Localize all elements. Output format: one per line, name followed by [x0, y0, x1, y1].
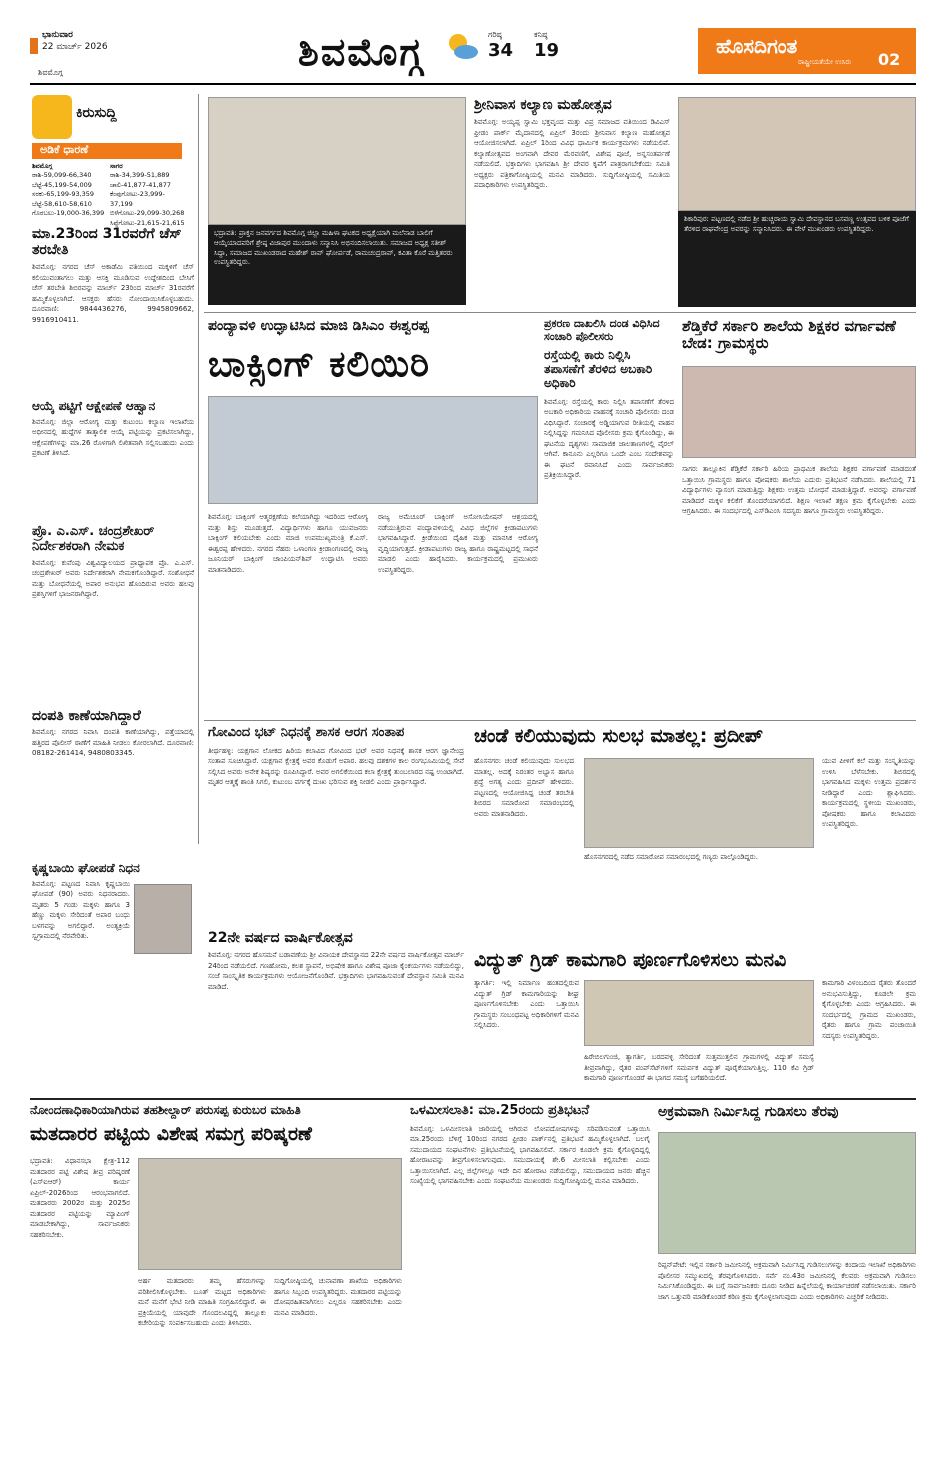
condolence-text: ತೀರ್ಥಹಳ್ಳಿ: ಯಕ್ಷಗಾನ ಲೋಕದ ಹಿರಿಯ ಕಲಾವಿದ ಗೋವಿಂದ ಭಟ್ ಅವರ ನಿಧನಕ್ಕೆ ಶಾಸಕ ಆರಗ ಜ್ಞಾನೇಂದ್ರ ಸಂತಾಪ ಸೂಚಿಸಿದ್ದಾರೆ. ಯಕ್ಷಗಾನ ಕ್ಷೇತ್ರಕ್ಕೆ ಅವರ ಕೊಡುಗೆ ಅಪಾರ. ಹಲವು ದಶಕಗಳ ಕಾಲ ರಂಗಭೂಮಿಯಲ್ಲಿ ಸೇವೆ ಸಲ್ಲಿಸಿದ ಅವರು ಅನೇಕ ಶಿಷ್ಯರನ್ನು ರೂಪಿಸಿದ್ದಾರೆ. ಅವರ ಅಗಲಿಕೆಯಿಂದ ಕಲಾ ಕ್ಷೇತ್ರಕ್ಕೆ ತುಂಬಲಾರದ ನಷ್ಟ ಉಂಟಾಗಿದೆ. ಮೃತರ ಆತ್ಮಕ್ಕೆ ಶಾಂತಿ ಸಿಗಲಿ, ಕುಟುಂಬ ವರ್ಗಕ್ಕೆ ದುಃಖ ಭರಿಸುವ ಶಕ್ತಿ ನೀಡಲಿ ಎಂದು ಪ್ರಾರ್ಥಿಸಿದ್ದಾರೆ.	[208, 746, 464, 787]
excise-headline: ರಸ್ತೆಯಲ್ಲಿ ಕಾರು ನಿಲ್ಲಿಸಿ ತಪಾಸಣೆಗೆ ತೆರಳಿದ ಅಬಕಾರಿ ಅಧಿಕಾರಿ	[544, 348, 653, 390]
obituary-text: ಶಿವಮೊಗ್ಗ: ಪಟ್ಟಣದ ನಿವಾಸಿ ಕೃಷ್ಣಬಾಯಿ ಘೋಪಡೆ (90) ಅವರು ನಿಧನರಾದರು. ಮೃತರು 5 ಗಂಡು ಮಕ್ಕಳು ಹಾಗೂ 3 ಹೆಣ್ಣು ಮಕ್ಕಳು ಸೇರಿದಂತೆ ಅಪಾರ ಬಂಧು ಬಳಗವನ್ನು ಅಗಲಿದ್ದಾರೆ. ಅಂತ್ಯಕ್ರಿಯೆ ಸ್ವಗ್ರಾಮದಲ್ಲಿ ನೆರವೇರಿತು.	[32, 879, 130, 941]
masthead-rule	[30, 83, 916, 85]
masthead	[0, 0, 945, 86]
missing-couple-story	[32, 708, 194, 858]
power-grid-headline: ವಿದ್ಯುತ್ ಗ್ರಿಡ್ ಕಾಮಗಾರಿ ಪೂರ್ಣಗೊಳಿಸಲು ಮನವಿ	[474, 950, 787, 971]
hut-eviction-photo	[658, 1132, 916, 1254]
chess-headline: ಮಾ.23ರಿಂದ 31ರವರೆಗೆ ಚೆಸ್ ತರಬೇತಿ	[32, 226, 182, 259]
chess-story	[32, 226, 194, 396]
section-divider	[204, 312, 916, 313]
power-grid-story	[474, 950, 916, 1050]
rate-row: ಬೆಟ್ಟೆ-58,610-58,610	[32, 199, 92, 208]
condolence-headline: ಗೋವಿಂದ ಭಟ್ ನಿಧನಕ್ಕೆ ಶಾಸಕ ಆರಗ ಸಂತಾಪ	[208, 726, 405, 740]
missing-couple-headline: ದಂಪತಿ ಕಾಣೆಯಾಗಿದ್ದಾರೆ	[32, 708, 141, 724]
srinivasa-text: ಶಿವಮೊಗ್ಗ: ಅಯ್ಯಪ್ಪ ಸ್ವಾಮಿ ಭಕ್ತವೃಂದ ಮತ್ತು ವಿಪ್ರ ಸಮಾಜದ ವತಿಯಿಂದ ಡಿವಿಎಸ್ ಫ್ರೀಡಂ ಪಾರ್ಕ್ ಮೈದಾನದಲ್ಲಿ ಏಪ್ರಿಲ್ 3ರಂದು ಶ್ರೀನಿವಾಸ ಕಲ್ಯಾಣ ಮಹೋತ್ಸವ ಆಯೋಜಿಸಲಾಗಿದೆ. ಏಪ್ರಿಲ್ 1ರಿಂದ ವಿವಿಧ ಧಾರ್ಮಿಕ ಕಾರ್ಯಕ್ರಮಗಳು ನಡೆಯಲಿವೆ. ಕಲ್ಯಾಣೋತ್ಸವದ ಅಂಗವಾಗಿ ದೇವರ ಮೆರವಣಿಗೆ, ವಿಶೇಷ ಪೂಜೆ, ಅನ್ನಸಂತರ್ಪಣೆ ನಡೆಯಲಿದೆ. ಭಕ್ತಾದಿಗಳು ಭಾಗವಹಿಸಿ ಶ್ರೀ ದೇವರ ಕೃಪೆಗೆ ಪಾತ್ರರಾಗಬೇಕೆಂದು ಸಮಿತಿ ಅಧ್ಯಕ್ಷರು ಪತ್ರಿಕಾಗೋಷ್ಠಿಯಲ್ಲಿ ಮನವಿ ಮಾಡಿದರು. ಸುದ್ದಿಗೋಷ್ಠಿಯಲ್ಲಿ ಸಮಿತಿಯ ಪದಾಧಿಕಾರಿಗಳು ಉಪಸ್ಥಿತರಿದ್ದರು.	[474, 118, 670, 190]
appointment-headline: ಪ್ರೊ. ಎ.ಎಸ್. ಚಂದ್ರಶೇಖರ್ ನಿರ್ದೇಶಕರಾಗಿ ನೇಮಕ	[32, 525, 155, 554]
edition-title: ಶಿವಮೊಗ್ಗ	[298, 30, 425, 74]
obituary-story	[32, 862, 194, 1032]
section-divider	[204, 720, 916, 721]
chende-text-2: ಯುವ ಪೀಳಿಗೆ ಕಲೆ ಮತ್ತು ಸಂಸ್ಕೃತಿಯನ್ನು ಉಳಿಸಿ ಬೆಳೆಸಬೇಕು. ಶಿಬಿರದಲ್ಲಿ ಭಾಗವಹಿಸಿದ ಮಕ್ಕಳು ಉತ್ತಮ ಪ್ರದರ್ಶನ ನೀಡಿದ್ದಾರೆ ಎಂದು ಶ್ಲಾಘಿಸಿದರು. ಕಾರ್ಯಕ್ರಮದಲ್ಲಿ ಸ್ಥಳೀಯ ಮುಖಂಡರು, ಪೋಷಕರು ಹಾಗೂ ಕಲಾವಿದರು ಉಪಸ್ಥಿತರಿದ್ದರು.	[822, 757, 916, 828]
obituary-photo	[134, 884, 192, 954]
selection-list-headline: ಆಯ್ಕೆ ಪಟ್ಟಿಗೆ ಆಕ್ಷೇಪಣೆ ಆಹ್ವಾನ	[32, 400, 156, 413]
reservation-protest-headline: ಒಳಮೀಸಲಾತಿ: ಮಾ.25ರಂದು ಪ್ರತಿಭಟನೆ	[410, 1104, 590, 1118]
power-grid-text-3: ಕಾಮಗಾರಿ ವಿಳಂಬದಿಂದ ರೈತರು ತೊಂದರೆ ಅನುಭವಿಸುತ್ತಿದ್ದು, ಕೂಡಲೇ ಕ್ರಮ ಕೈಗೊಳ್ಳಬೇಕು ಎಂದು ಆಗ್ರಹಿಸಿದರು. ಈ ಸಂದರ್ಭದಲ್ಲಿ ಗ್ರಾಮದ ಮುಖಂಡರು, ರೈತರು ಹಾಗೂ ಗ್ರಾಮ ಪಂಚಾಯಿತಿ ಸದಸ್ಯರು ಉಪಸ್ಥಿತರಿದ್ದರು.	[822, 979, 916, 1040]
boxing-text-1: ಶಿವಮೊಗ್ಗ: ಬಾಕ್ಸಿಂಗ್ ಆತ್ಮರಕ್ಷಣೆಯ ಕಲೆಯಾಗಿದ್ದು ಇದರಿಂದ ಆರೋಗ್ಯ ಮತ್ತು ಶಿಸ್ತು ಮೂಡುತ್ತದೆ. ವಿದ್ಯಾರ್ಥಿಗಳು ಹಾಗೂ ಯುವಜನರು ಬಾಕ್ಸಿಂಗ್ ಕಲಿಯಬೇಕು ಎಂದು ಮಾಜಿ ಉಪಮುಖ್ಯಮಂತ್ರಿ ಕೆ.ಎಸ್. ಈಶ್ವರಪ್ಪ ಹೇಳಿದರು. ನಗರದ ನೆಹರು ಒಳಾಂಗಣ ಕ್ರೀಡಾಂಗಣದಲ್ಲಿ ರಾಜ್ಯ ಜೂನಿಯರ್ ಬಾಕ್ಸಿಂಗ್ ಚಾಂಪಿಯನ್‌ಶಿಪ್ ಉದ್ಘಾಟಿಸಿ ಅವರು ಮಾತನಾಡಿದರು.	[208, 513, 368, 574]
voter-list-photo	[138, 1158, 402, 1270]
adike-rates-title: ಅಡಿಕೆ ಧಾರಣೆ	[32, 143, 182, 159]
felicitation-photo	[208, 97, 466, 225]
srinivasa-headline: ಶ್ರೀನಿವಾಸ ಕಲ್ಯಾಣ ಮಹೋತ್ಸವ	[474, 97, 612, 113]
teacher-transfer-story	[682, 318, 916, 713]
hut-eviction-headline: ಅಕ್ರಮವಾಗಿ ನಿರ್ಮಿಸಿದ್ದ ಗುಡಿಸಲು ತೆರವು	[658, 1104, 839, 1120]
chende-photo	[584, 758, 814, 848]
anniversary-story	[208, 930, 464, 1050]
hut-eviction-text: ರಿಪ್ಪನ್‌ಪೇಟೆ: ಇಲ್ಲಿನ ಸರ್ಕಾರಿ ಜಮೀನಿನಲ್ಲಿ ಅಕ್ರಮವಾಗಿ ನಿರ್ಮಿಸಿದ್ದ ಗುಡಿಸಲುಗಳನ್ನು ಕಂದಾಯ ಇಲಾಖೆ ಅಧಿಕಾರಿಗಳು ಪೊಲೀಸರ ಸಮ್ಮುಖದಲ್ಲಿ ತೆರವುಗೊಳಿಸಿದರು. ಸರ್ವೆ ನಂ.43ರ ಜಮೀನಿನಲ್ಲಿ ಕೆಲವರು ಅಕ್ರಮವಾಗಿ ಗುಡಿಸಲು ನಿರ್ಮಿಸಿಕೊಂಡಿದ್ದರು. ಈ ಬಗ್ಗೆ ಸಾರ್ವಜನಿಕರು ದೂರು ನೀಡಿದ ಹಿನ್ನೆಲೆಯಲ್ಲಿ ಕಾರ್ಯಾಚರಣೆ ನಡೆಸಲಾಯಿತು. ಸರ್ಕಾರಿ ಜಾಗ ಒತ್ತುವರಿ ಮಾಡಿಕೊಂಡರೆ ಕಠಿಣ ಕ್ರಮ ಕೈಗೊಳ್ಳಲಾಗುವುದು ಎಂದು ಅಧಿಕಾರಿಗಳು ಎಚ್ಚರಿಕೆ ನೀಡಿದರು.	[658, 1261, 916, 1301]
rate-row: ಸರಕು-65,199-93,359	[32, 190, 95, 199]
shikaripura-photo	[678, 97, 916, 211]
selection-list-story	[32, 400, 194, 520]
shivamogga-rates	[32, 162, 108, 219]
rates-city-right: ಸಾಗರ	[110, 162, 123, 170]
chende-text-1: ಹೊಸನಗರ: ಚಂಡೆ ಕಲಿಯುವುದು ಸುಲಭದ ಮಾತಲ್ಲ. ಅದಕ್ಕೆ ನಿರಂತರ ಅಭ್ಯಾಸ ಹಾಗೂ ಶ್ರದ್ಧೆ ಅಗತ್ಯ ಎಂದು ಪ್ರದೀಪ್ ಹೇಳಿದರು. ಪಟ್ಟಣದಲ್ಲಿ ಆಯೋಜಿಸಿದ್ದ ಚಂಡೆ ತರಬೇತಿ ಶಿಬಿರದ ಸಮಾರೋಪ ಸಮಾರಂಭದಲ್ಲಿ ಅವರು ಮಾತನಾಡಿದರು.	[474, 757, 574, 818]
boxing-photo	[208, 396, 538, 504]
sagara-rates	[110, 162, 186, 228]
srinivasa-story	[474, 97, 670, 307]
max-temp-block	[488, 30, 513, 61]
chende-caption: ಹೊಸನಗರದಲ್ಲಿ ನಡೆದ ಸಮಾರೋಪ ಸಮಾರಂಭದಲ್ಲಿ ಗಣ್ಯರು ಪಾಲ್ಗೊಂಡಿದ್ದರು.	[584, 853, 758, 861]
excise-kicker: ಪ್ರಕರಣ ದಾಖಲಿಸಿ ದಂಡ ವಿಧಿಸಿದ ಸಂಚಾರಿ ಪೊಲೀಸರು	[544, 318, 660, 343]
megaphone-icon	[32, 95, 72, 139]
page-number: 02	[878, 50, 901, 69]
teacher-transfer-text: ಸಾಗರ: ತಾಲ್ಲೂಕಿನ ಶೆಡ್ತಿಕೆರೆ ಸರ್ಕಾರಿ ಹಿರಿಯ ಪ್ರಾಥಮಿಕ ಶಾಲೆಯ ಶಿಕ್ಷಕರ ವರ್ಗಾವಣೆ ಮಾಡದಂತೆ ಒತ್ತಾಯಿಸಿ ಗ್ರಾಮಸ್ಥರು ಹಾಗೂ ಪೋಷಕರು ಶಾಲೆಯ ಎದುರು ಪ್ರತಿಭಟನೆ ನಡೆಸಿದರು. ಶಾಲೆಯಲ್ಲಿ 71 ವಿದ್ಯಾರ್ಥಿಗಳು ವ್ಯಾಸಂಗ ಮಾಡುತ್ತಿದ್ದು ಶಿಕ್ಷಕರು ಉತ್ತಮ ಬೋಧನೆ ಮಾಡುತ್ತಿದ್ದಾರೆ. ಅವರನ್ನು ವರ್ಗಾವಣೆ ಮಾಡಿದರೆ ಮಕ್ಕಳ ಕಲಿಕೆಗೆ ತೊಂದರೆಯಾಗಲಿದೆ. ಶಿಕ್ಷಣ ಇಲಾಖೆ ತಕ್ಷಣ ಕ್ರಮ ಕೈಗೊಳ್ಳಬೇಕು ಎಂದು ಆಗ್ರಹಿಸಿದರು. ಈ ಸಂದರ್ಭದಲ್ಲಿ ಎಸ್‌ಡಿಎಂಸಿ ಸದಸ್ಯರು ಹಾಗೂ ಗ್ರಾಮಸ್ಥರು ಉಪಸ್ಥಿತರಿದ್ದರು.	[682, 465, 916, 515]
power-grid-text-1: ತ್ಯಾಗರ್ತಿ: ಇಲ್ಲಿ ನಿರ್ಮಾಣ ಹಂತದಲ್ಲಿರುವ ವಿದ್ಯುತ್ ಗ್ರಿಡ್ ಕಾಮಗಾರಿಯನ್ನು ಶೀಘ್ರ ಪೂರ್ಣಗೊಳಿಸಬೇಕು ಎಂದು ಒತ್ತಾಯಿಸಿ ಗ್ರಾಮಸ್ಥರು ಸಂಬಂಧಪಟ್ಟ ಅಧಿಕಾರಿಗಳಿಗೆ ಮನವಿ ಸಲ್ಲಿಸಿದರು.	[474, 979, 579, 1029]
min-temp-label: ಕನಿಷ್ಠ	[534, 30, 548, 39]
power-grid-photo	[584, 980, 814, 1046]
masthead-date: 22 ಮಾರ್ಚ್ 2026	[42, 42, 108, 52]
appointment-story	[32, 525, 194, 705]
rate-row: ಗೊರಬಲು-19,000-36,399	[32, 209, 105, 218]
column-divider	[198, 94, 199, 844]
section-divider	[30, 1098, 916, 1100]
brand-banner	[698, 28, 916, 74]
voter-list-text-2: ಅರ್ಹ ಮತದಾರರು ತಮ್ಮ ಹೆಸರುಗಳನ್ನು ಪರಿಶೀಲಿಸಿಕೊಳ್ಳಬೇಕು. ಬೂತ್ ಮಟ್ಟದ ಅಧಿಕಾರಿಗಳು ಮನೆ ಮನೆಗೆ ಭೇಟಿ ನೀಡಿ ಮಾಹಿತಿ ಸಂಗ್ರಹಿಸಲಿದ್ದಾರೆ. ಈ ಪ್ರಕ್ರಿಯೆಯಲ್ಲಿ ಯಾವುದೇ ಗೊಂದಲವಿದ್ದಲ್ಲಿ ತಾಲ್ಲೂಕು ಕಚೇರಿಯನ್ನು ಸಂಪರ್ಕಿಸಬಹುದು ಎಂದು ತಿಳಿಸಿದರು.	[138, 1277, 266, 1327]
brand-tagline: ರಾಷ್ಟ್ರೀಯತೆಯೇ ಉಸಿರು	[798, 58, 852, 66]
boxing-kicker: ಪಂದ್ಯಾವಳಿ ಉದ್ಘಾಟಿಸಿದ ಮಾಜಿ ಡಿಸಿಎಂ ಈಶ್ವರಪ್ಪ	[208, 318, 429, 334]
masthead-city: ಶಿವಮೊಗ್ಗ	[38, 68, 63, 77]
shikaripura-caption: ಶಿಕಾರಿಪುರ: ಪಟ್ಟಣದಲ್ಲಿ ನಡೆದ ಶ್ರೀ ಹುಚ್ಚರಾಯ ಸ್ವಾಮಿ ದೇವಸ್ಥಾನದ ಬಸವಣ್ಣ ಉತ್ಸವದ ಬಳಿಕ ಪೂಜೆಗೆ ತೆರಳಿದ ರಾಘವೇಂದ್ರ ಅವರನ್ನು ಸನ್ಮಾನಿಸಿದರು. ಈ ವೇಳೆ ಮುಖಂಡರು ಉಪಸ್ಥಿತರಿದ್ದರು.	[678, 211, 916, 307]
rate-row: ಬೆಟ್ಟೆ-45,199-54,009	[32, 180, 92, 189]
voter-list-text-1: ಭದ್ರಾವತಿ: ವಿಧಾನಸಭಾ ಕ್ಷೇತ್ರ-112 ಮತದಾರರ ಪಟ್ಟಿ ವಿಶೇಷ ತೀವ್ರ ಪರಿಷ್ಕರಣೆ (ಎಸ್‌ಐಆರ್) ಕಾರ್ಯ ಏಪ್ರಿಲ್-2026ರಿಂದ ಆರಂಭವಾಗಲಿದೆ. ಮತದಾರರು 2002ರ ಮತ್ತು 2025ರ ಮತದಾರರ ಪಟ್ಟಿಯನ್ನು ಮ್ಯಾಪಿಂಗ್ ಮಾಡಬೇಕಾಗಿದ್ದು, ಸಾರ್ವಜನಿಕರು ಸಹಕರಿಸಬೇಕು.	[30, 1157, 130, 1239]
rate-row: ಚಾಲಿ-41,877-41,877	[110, 180, 172, 189]
appointment-text: ಶಿವಮೊಗ್ಗ: ಕುವೆಂಪು ವಿಶ್ವವಿದ್ಯಾಲಯದ ಪ್ರಾಧ್ಯಾಪಕ ಪ್ರೊ. ಎ.ಎಸ್. ಚಂದ್ರಶೇಖರ್ ಅವರು ನಿರ್ದೇಶಕರಾಗಿ ನೇಮಕಗೊಂಡಿದ್ದಾರೆ. ಸಂಶೋಧನೆ ಮತ್ತು ಬೋಧನೆಯಲ್ಲಿ ಅಪಾರ ಅನುಭವ ಹೊಂದಿರುವ ಅವರು ಹಲವು ಪ್ರಶಸ್ತಿಗಳಿಗೆ ಭಾಜನರಾಗಿದ್ದಾರೆ.	[32, 558, 194, 599]
rate-row: ಬಿಳೆಗೋಟು-29,099-30,268	[110, 209, 185, 218]
teacher-transfer-photo	[682, 366, 916, 458]
max-temp: 34	[488, 40, 514, 61]
selection-list-text: ಶಿವಮೊಗ್ಗ: ಜಿಲ್ಲಾ ಆರೋಗ್ಯ ಮತ್ತು ಕುಟುಂಬ ಕಲ್ಯಾಣ ಇಲಾಖೆಯ ಅಧೀನದಲ್ಲಿ ಹುದ್ದೆಗಳ ತಾತ್ಕಾಲಿಕ ಆಯ್ಕೆ ಪಟ್ಟಿಯನ್ನು ಪ್ರಕಟಿಸಲಾಗಿದ್ದು, ಆಕ್ಷೇಪಣೆಗಳನ್ನು ಮಾ.26 ರೊಳಗಾಗಿ ಲಿಖಿತವಾಗಿ ಸಲ್ಲಿಸಬಹುದು ಎಂದು ಪ್ರಕಟಣೆ ತಿಳಿಸಿದೆ.	[32, 417, 194, 458]
hut-eviction-story	[658, 1104, 916, 1434]
excise-story	[544, 318, 674, 713]
brand-logo: ಹೊಸದಿಗಂತ	[716, 34, 798, 58]
masthead-day: ಭಾನುವಾರ	[42, 30, 73, 40]
reservation-protest-story	[410, 1104, 650, 1434]
voter-list-kicker: ನೋಂದಣಾಧಿಕಾರಿಯಾಗಿರುವ ತಹಶೀಲ್ದಾರ್ ಪರುಸಪ್ಪ ಕುರುಬರ ಮಾಹಿತಿ	[30, 1104, 301, 1117]
date-accent	[30, 38, 38, 54]
rates-city-left: ಶಿವಮೊಗ್ಗ	[32, 162, 53, 170]
chende-story	[474, 726, 916, 946]
felicitation-caption: ಭದ್ರಾವತಿ: ಪ್ರಾಕ್ತನ ಜನವರ್ಗದ ಶಿವಮೊಗ್ಗ ಜಿಲ್ಲಾ ಮಹಿಳಾ ಘಟಕದ ಅಧ್ಯಕ್ಷೆಯಾಗಿ ಮಲೆನಾಡ ಬಾಲಿಗೆ ಆಯ್ಕೆಯಾದವರಿಗೆ ಶ್ರೇಷ್ಠ ವಿಜಾಪುರ ಮುಂದಾಳು ಸನ್ಮಾನಿಸಿ ಅಭಿನಂದಿಸಲಾಯಿತು. ಸಮಾಜದ ಅಧ್ಯಕ್ಷ ಸತೀಶ್ ಸಿದ್ದಾ, ಸಮಾಜದ ಮುಖಂಡರಾದ ಮಹೇಶ್ ರಾವ್ ಘೋರ್ಪಡೆ, ರಾಮಚಂದ್ರರಾವ್, ಕವಿತಾ ಕೊರೆ ಮತ್ತಿತರರು ಉಪಸ್ಥಿತರಿದ್ದರು.	[208, 225, 466, 305]
anniversary-headline: 22ನೇ ವರ್ಷದ ವಾರ್ಷಿಕೋತ್ಸವ	[208, 930, 353, 946]
rate-row: ರಾಶಿ-59,099-66,340	[32, 171, 92, 180]
voter-list-headline: ಮತದಾರರ ಪಟ್ಟಿಯ ವಿಶೇಷ ಸಮಗ್ರ ಪರಿಷ್ಕರಣೆ	[30, 1122, 312, 1145]
teacher-transfer-headline: ಶೆಡ್ತಿಕೆರೆ ಸರ್ಕಾರಿ ಶಾಲೆಯ ಶಿಕ್ಷಕರ ವರ್ಗಾವಣೆ ಬೇಡ: ಗ್ರಾಮಸ್ಥರು	[682, 318, 896, 353]
anniversary-text: ಶಿವಮೊಗ್ಗ: ನಗರದ ಹೊಸಮನೆ ಬಡಾವಣೆಯ ಶ್ರೀ ವಿನಾಯಕ ದೇವಸ್ಥಾನದ 22ನೇ ವರ್ಷದ ವಾರ್ಷಿಕೋತ್ಸವ ಮಾರ್ಚ್ 24ರಿಂದ ನಡೆಯಲಿದೆ. ಗಣಹೋಮ, ಕಲಶ ಸ್ಥಾಪನೆ, ಅಭಿಷೇಕ ಹಾಗೂ ವಿಶೇಷ ಪೂಜಾ ಕೈಂಕರ್ಯಗಳು ನಡೆಯಲಿದ್ದು, ಸಂಜೆ ಸಾಂಸ್ಕೃತಿಕ ಕಾರ್ಯಕ್ರಮಗಳು ಆಯೋಜನೆಗೊಂಡಿವೆ. ಭಕ್ತಾದಿಗಳು ಭಾಗವಹಿಸುವಂತೆ ದೇವಸ್ಥಾನ ಸಮಿತಿ ಮನವಿ ಮಾಡಿದೆ.	[208, 951, 464, 991]
rate-row: ಕೆಂಪುಗೋಟು-23,999-37,199	[110, 190, 165, 208]
weather-sun-cloud-icon	[445, 30, 479, 64]
boxing-story	[208, 318, 538, 713]
voter-list-story	[30, 1104, 402, 1434]
max-temp-label: ಗರಿಷ್ಠ	[488, 30, 502, 39]
rate-row: ಸಿಪ್ಪೆಗೋಟು-21,615-21,615	[110, 218, 185, 227]
boxing-headline: ಬಾಕ್ಸಿಂಗ್ ಕಲಿಯಿರಿ	[208, 344, 431, 386]
boxing-text-2: ರಾಜ್ಯ ಅಮೆಚೂರ್ ಬಾಕ್ಸಿಂಗ್ ಅಸೋಸಿಯೇಷನ್ ಆಶ್ರಯದಲ್ಲಿ ನಡೆಯುತ್ತಿರುವ ಪಂದ್ಯಾವಳಿಯಲ್ಲಿ ವಿವಿಧ ಜಿಲ್ಲೆಗಳ ಕ್ರೀಡಾಪಟುಗಳು ಭಾಗವಹಿಸಿದ್ದಾರೆ. ಕ್ರೀಡೆಯಿಂದ ದೈಹಿಕ ಮತ್ತು ಮಾನಸಿಕ ಆರೋಗ್ಯ ವೃದ್ಧಿಯಾಗುತ್ತದೆ. ಕ್ರೀಡಾಪಟುಗಳು ರಾಜ್ಯ ಹಾಗೂ ರಾಷ್ಟ್ರಮಟ್ಟದಲ್ಲಿ ಸಾಧನೆ ಮಾಡಲಿ ಎಂದು ಹಾರೈಸಿದರು. ಕಾರ್ಯಕ್ರಮದಲ್ಲಿ ಪ್ರಮುಖರು ಉಪಸ್ಥಿತರಿದ್ದರು.	[378, 513, 538, 574]
chende-headline: ಚಂಡೆ ಕಲಿಯುವುದು ಸುಲಭ ಮಾತಲ್ಲ: ಪ್ರದೀಪ್	[474, 726, 764, 747]
min-temp: 19	[534, 40, 560, 61]
reservation-protest-text: ಶಿವಮೊಗ್ಗ: ಒಳಮೀಸಲಾತಿ ಜಾರಿಯಲ್ಲಿ ಆಗಿರುವ ಲೋಪದೋಷಗಳನ್ನು ಸರಿಪಡಿಸುವಂತೆ ಒತ್ತಾಯಿಸಿ ಮಾ.25ರಂದು ಬೆಳಿಗ್ಗೆ 10ರಿಂದ ನಗರದ ಫ್ರೀಡಂ ಪಾರ್ಕ್‌ನಲ್ಲಿ ಪ್ರತಿಭಟನೆ ಹಮ್ಮಿಕೊಳ್ಳಲಾಗಿದೆ. ಬಲಗೈ ಸಮುದಾಯದ ಸಂಘಟನೆಗಳು ಪ್ರತಿಭಟನೆಯಲ್ಲಿ ಭಾಗವಹಿಸಲಿವೆ. ಸರ್ಕಾರ ಕೂಡಲೇ ಕ್ರಮ ಕೈಗೊಳ್ಳದಿದ್ದಲ್ಲಿ ಹೋರಾಟವನ್ನು ತೀವ್ರಗೊಳಿಸಲಾಗುವುದು. ಸಮುದಾಯಕ್ಕೆ ಶೇ.6 ಮೀಸಲಾತಿ ಕಲ್ಪಿಸಬೇಕು ಎಂದು ಒತ್ತಾಯಿಸಲಾಗಿದೆ. ಎಲ್ಲ ಜಿಲ್ಲೆಗಳಲ್ಲೂ ಇದೇ ದಿನ ಹೋರಾಟ ನಡೆಯಲಿದ್ದು, ಸಮುದಾಯದ ಜನರು ಹೆಚ್ಚಿನ ಸಂಖ್ಯೆಯಲ್ಲಿ ಭಾಗವಹಿಸಬೇಕು ಎಂದು ಸಂಘಟನೆಯ ಮುಖಂಡರು ಸುದ್ದಿಗೋಷ್ಠಿಯಲ್ಲಿ ಮನವಿ ಮಾಡಿದರು.	[410, 1124, 650, 1186]
excise-text: ಶಿವಮೊಗ್ಗ: ರಸ್ತೆಯಲ್ಲಿ ಕಾರು ನಿಲ್ಲಿಸಿ ತಪಾಸಣೆಗೆ ತೆರಳಿದ ಅಬಕಾರಿ ಅಧಿಕಾರಿಯ ವಾಹನಕ್ಕೆ ಸಂಚಾರಿ ಪೊಲೀಸರು ದಂಡ ವಿಧಿಸಿದ್ದಾರೆ. ಸಂಚಾರಕ್ಕೆ ಅಡ್ಡಿಯಾಗುವ ರೀತಿಯಲ್ಲಿ ವಾಹನ ನಿಲ್ಲಿಸಿದ್ದನ್ನು ಗಮನಿಸಿದ ಪೊಲೀಸರು ಕ್ರಮ ಕೈಗೊಂಡಿದ್ದು, ಈ ಘಟನೆಯ ದೃಶ್ಯಗಳು ಸಾಮಾಜಿಕ ಜಾಲತಾಣಗಳಲ್ಲಿ ವೈರಲ್ ಆಗಿವೆ. ಕಾನೂನು ಎಲ್ಲರಿಗೂ ಒಂದೇ ಎಂಬ ಸಂದೇಶವನ್ನು ಈ ಘಟನೆ ರವಾನಿಸಿದೆ ಎಂದು ಸಾರ್ವಜನಿಕರು ಪ್ರತಿಕ್ರಿಯಿಸಿದ್ದಾರೆ.	[544, 397, 674, 480]
chess-text: ಶಿವಮೊಗ್ಗ: ನಗರದ ಚೆಸ್ ಅಕಾಡೆಮಿ ವತಿಯಿಂದ ಮಕ್ಕಳಿಗೆ ಚೆಸ್ ಕಲಿಯುವಂತಾಗಲು ಮತ್ತು ಆಸಕ್ತಿ ಮೂಡಿಸುವ ಉದ್ದೇಶದಿಂದ ಬೇಸಿಗೆ ಚೆಸ್ ತರಬೇತಿ ಶಿಬಿರವನ್ನು ಮಾರ್ಚ್ 23ರಿಂದ ಮಾರ್ಚ್ 31ರವರೆಗೆ ಹಮ್ಮಿಕೊಳ್ಳಲಾಗಿದೆ. ಆಸಕ್ತರು ಹೆಸರು ನೋಂದಾಯಿಸಿಕೊಳ್ಳಬಹುದು. ದೂರವಾಣಿ: 9844436276, 9945809662, 9916910411.	[32, 263, 194, 324]
kirusuddi-label: ಕಿರುಸುದ್ದಿ	[76, 105, 117, 121]
obituary-headline: ಕೃಷ್ಣಬಾಯಿ ಘೋಪಡೆ ನಿಧನ	[32, 862, 140, 875]
power-grid-text-2: ಹಿರೇಬಿಲಗುಂಜಿ, ತ್ಯಾಗರ್ತಿ, ಬರದವಳ್ಳಿ ಸೇರಿದಂತೆ ಸುತ್ತಮುತ್ತಲಿನ ಗ್ರಾಮಗಳಲ್ಲಿ ವಿದ್ಯುತ್ ಸಮಸ್ಯೆ ತೀವ್ರವಾಗಿದ್ದು, ರೈತರ ಪಂಪ್‌ಸೆಟ್‌ಗಳಿಗೆ ಸಮರ್ಪಕ ವಿದ್ಯುತ್ ಪೂರೈಕೆಯಾಗುತ್ತಿಲ್ಲ. 110 ಕೆವಿ ಗ್ರಿಡ್ ಕಾಮಗಾರಿ ಪೂರ್ಣಗೊಂಡರೆ ಈ ಭಾಗದ ಸಮಸ್ಯೆ ಬಗೆಹರಿಯಲಿದೆ.	[584, 1053, 814, 1082]
kirusuddi-header	[32, 95, 182, 141]
missing-couple-text: ಶಿವಮೊಗ್ಗ: ನಗರದ ನಿವಾಸಿ ದಂಪತಿ ಕಾಣೆಯಾಗಿದ್ದು, ಪತ್ತೆಯಾದಲ್ಲಿ ಹತ್ತಿರದ ಪೊಲೀಸ್ ಠಾಣೆಗೆ ಮಾಹಿತಿ ನೀಡಲು ಕೋರಲಾಗಿದೆ. ದೂರವಾಣಿ: 08182-261414, 9480803345.	[32, 728, 194, 758]
condolence-story	[208, 726, 464, 926]
min-temp-block	[534, 30, 559, 61]
voter-list-text-3: ಸುದ್ದಿಗೋಷ್ಠಿಯಲ್ಲಿ ಚುನಾವಣಾ ಶಾಖೆಯ ಅಧಿಕಾರಿಗಳು ಹಾಗೂ ಸಿಬ್ಬಂದಿ ಉಪಸ್ಥಿತರಿದ್ದರು. ಮತದಾರರ ಪಟ್ಟಿಯನ್ನು ದೋಷರಹಿತವಾಗಿಸಲು ಎಲ್ಲರೂ ಸಹಕರಿಸಬೇಕು ಎಂದು ಮನವಿ ಮಾಡಿದರು.	[274, 1277, 402, 1317]
rate-row: ರಾಶಿ-34,399-51,889	[110, 171, 170, 180]
